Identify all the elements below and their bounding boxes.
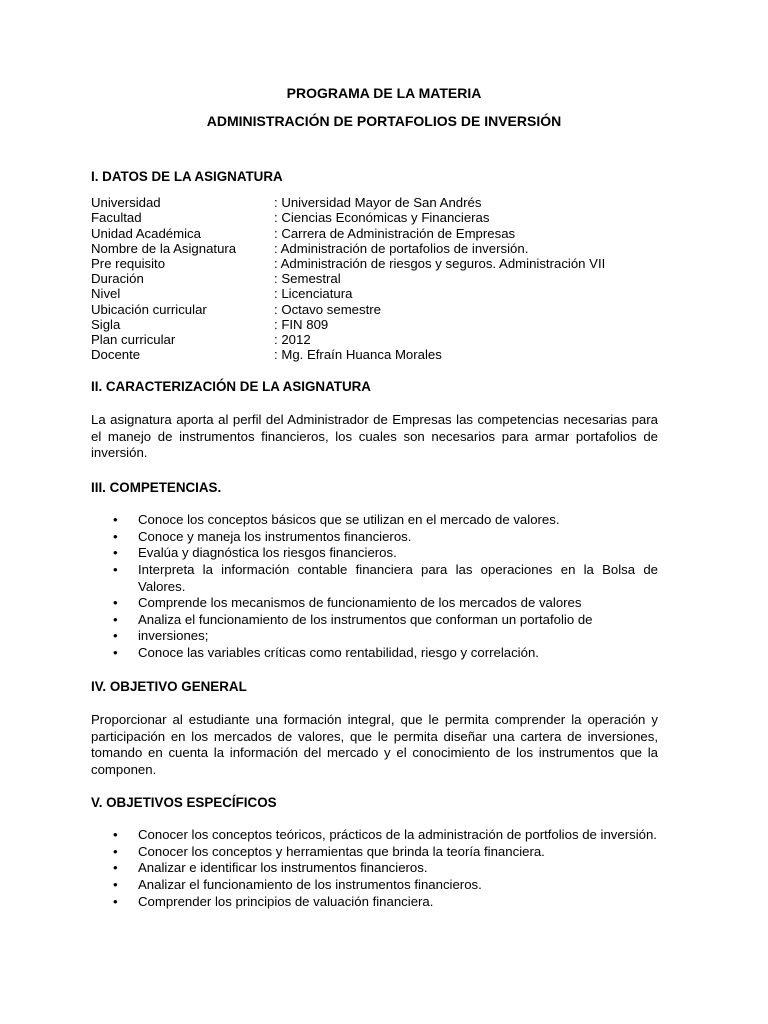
list-item-text: Conoce los conceptos básicos que se utilizan en el mercado de valores. [138, 512, 560, 528]
data-row-key: Facultad [91, 210, 142, 226]
list-item [91, 612, 658, 629]
bullet-icon: • [113, 512, 118, 528]
list-item-text: Evalúa y diagnóstica los riesgos financieros. [138, 545, 397, 561]
data-row-value: : Universidad Mayor de San Andrés [274, 195, 482, 211]
section-heading: IV. OBJETIVO GENERAL [91, 679, 247, 694]
data-row [91, 195, 605, 210]
list-item [91, 545, 658, 562]
list-item-text: Analizar e identificar los instrumentos financieros. [138, 860, 428, 876]
bullet-icon: • [113, 561, 118, 577]
data-row-key: Nivel [91, 286, 121, 302]
list-item-text: Conocer los conceptos teóricos, prácticos de la administración de portfolios de inversión. [138, 827, 657, 843]
objectives-list [91, 827, 658, 910]
document-subtitle: ADMINISTRACIÓN DE PORTAFOLIOS DE INVERSIÓN [206, 113, 562, 129]
section-competencias [91, 480, 658, 662]
bullet-icon: • [113, 644, 118, 660]
section-paragraph: La asignatura aporta al perfil del Administrador de Empresas las competencias necesarias para el manejo de instrumentos financieros, los cuales son necesarios para armar portafolios de inversión. [91, 412, 658, 461]
data-row-key: Unidad Académica [91, 225, 201, 241]
data-row-key: Universidad [91, 195, 161, 211]
section-objetivos-especificos [91, 795, 658, 910]
bullet-icon: • [113, 843, 118, 859]
section-heading: V. OBJETIVOS ESPECÍFICOS [91, 795, 277, 810]
bullet-icon: • [113, 827, 118, 843]
list-item [91, 645, 658, 662]
data-row-key: Pre requisito [91, 256, 166, 272]
data-row-value: : Octavo semestre [274, 301, 382, 317]
data-row-key: Plan curricular [91, 332, 176, 348]
data-row [91, 347, 605, 362]
list-item-text: Conoce y maneja los instrumentos financieros. [138, 528, 412, 544]
list-item [91, 595, 658, 612]
section-caracterizacion [91, 379, 658, 462]
list-item [91, 894, 658, 911]
competencies-list [91, 512, 658, 661]
list-item [91, 827, 658, 844]
bullet-icon: • [113, 545, 118, 561]
bullet-icon: • [113, 628, 118, 644]
list-item-text: Conocer los conceptos y herramientas que brinda la teoría financiera. [138, 843, 545, 859]
data-row-key: Nombre de la Asignatura [91, 240, 237, 256]
data-row-value: : Ciencias Económicas y Financieras [274, 210, 490, 226]
bullet-icon: • [113, 528, 118, 544]
list-item [91, 562, 658, 595]
data-row [91, 271, 605, 286]
data-row-value: : 2012 [274, 332, 311, 348]
data-row [91, 256, 605, 271]
course-data-table [91, 195, 605, 362]
list-item-text: Analiza el funcionamiento de los instrumentos que conforman un portafolio de [138, 611, 593, 627]
data-row-key: Docente [91, 347, 141, 363]
data-row [91, 226, 605, 241]
bullet-icon: • [113, 876, 118, 892]
list-item-text: Interpreta la información contable financiera para las operaciones en la Bolsa de Valores. [138, 561, 658, 594]
data-row-key: Ubicación curricular [91, 301, 207, 317]
data-row-value: : Mg. Efraín Huanca Morales [274, 347, 442, 363]
list-item [91, 860, 658, 877]
section-heading: I. DATOS DE LA ASIGNATURA [91, 169, 283, 184]
bullet-icon: • [113, 893, 118, 909]
section-heading: III. COMPETENCIAS. [91, 480, 222, 495]
list-item-text: inversiones; [138, 628, 209, 644]
data-row-value: : Administración de riesgos y seguros. Administración VII [274, 256, 606, 272]
list-item-text: Conoce las variables críticas como rentabilidad, riesgo y correlación. [138, 644, 539, 660]
list-item-text: Comprende los mecanismos de funcionamiento de los mercados de valores [138, 595, 582, 611]
section-objetivo-general [91, 679, 658, 779]
list-item [91, 512, 658, 529]
list-item-text: Comprender los principios de valuación financiera. [138, 893, 434, 909]
section-paragraph: Proporcionar al estudiante una formación integral, que le permita comprender la operación y participación en los mercados de valores, que le permita diseñar una cartera de inversiones, tomando en cuenta la información del mercado y el conocimiento de los instrumentos que la componen. [91, 712, 658, 777]
data-row [91, 210, 605, 225]
list-item [91, 877, 658, 894]
data-row-value: : Licenciatura [274, 286, 353, 302]
data-row-value: : Carrera de Administración de Empresas [274, 225, 516, 241]
data-row-value: : FIN 809 [274, 316, 329, 332]
bullet-icon: • [113, 860, 118, 876]
data-row-value: : Semestral [274, 271, 341, 287]
list-item [91, 529, 658, 546]
list-item [91, 844, 658, 861]
bullet-icon: • [113, 595, 118, 611]
data-row-value: : Administración de portafolios de inversión. [274, 240, 529, 256]
data-row [91, 332, 605, 347]
data-row [91, 302, 605, 317]
data-row-key: Duración [91, 271, 144, 287]
data-row [91, 241, 605, 256]
section-heading: II. CARACTERIZACIÓN DE LA ASIGNATURA [91, 379, 371, 394]
data-row-key: Sigla [91, 316, 121, 332]
section-datos [91, 169, 658, 362]
list-item-text: Analizar el funcionamiento de los instrumentos financieros. [138, 876, 482, 892]
data-row [91, 286, 605, 301]
document-title: PROGRAMA DE LA MATERIA [286, 85, 482, 101]
bullet-icon: • [113, 611, 118, 627]
data-row [91, 317, 605, 332]
list-item [91, 628, 658, 645]
